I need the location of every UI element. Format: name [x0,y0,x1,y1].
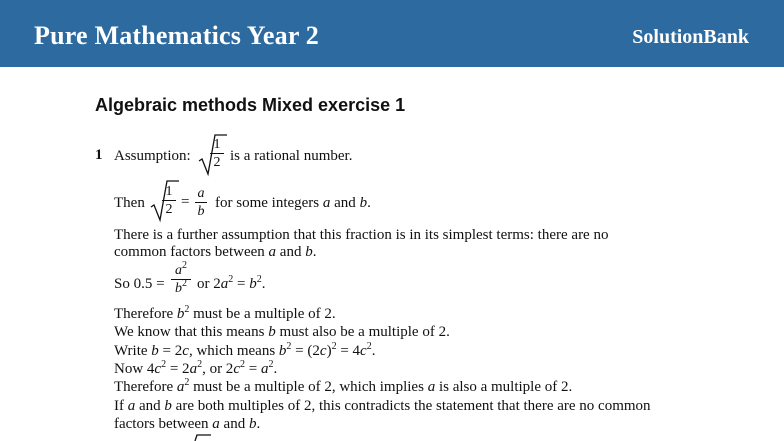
so-text: or $2a^2 = b^2$. [197,274,266,292]
assumption-text: is a rational number. [230,148,353,164]
fraction-denominator: $b^2$ [175,278,187,296]
fraction-numerator: $a^2$ [175,260,187,278]
then-label: Then [114,195,145,211]
fraction-one-half [162,184,176,217]
fraction-a2-over-b2 [171,260,191,296]
so-label: So 0.5 = [114,276,165,292]
fraction-numerator: 1 [213,137,221,152]
proof-line: Therefore $b^2$ must be a multiple of 2. [114,304,336,322]
brand-logo-text: SolutionBank [632,26,749,48]
proof-line: Therefore $a^2$ must be a multiple of 2, which implies a is also a multiple of 2. [114,377,573,395]
paragraph-line: There is a further assumption that this fraction is in its simplest terms: there are no [114,227,609,243]
fraction-denominator: b [197,204,205,219]
fraction-one-half [210,137,224,170]
proof-line: If a and b are both multiples of 2, this contradicts the statement that there are no common [114,398,651,414]
fraction-denominator: 2 [213,155,221,170]
then-text: for some integers a and b. [215,195,371,211]
fraction-a-over-b [195,186,207,219]
question-number: 1 [95,147,103,163]
fraction-numerator: 1 [165,184,173,199]
proof-line: Write b = 2c, which means $b^2 = (2c)^2 = 4c^2$. [114,341,376,359]
book-title: Pure Mathematics Year 2 [34,21,319,50]
fraction-denominator: 2 [165,202,173,217]
fraction-bar [171,279,191,280]
proof-line: Now $4c^2 = 2a^2$, or $2c^2 = a^2$. [114,359,278,377]
section-title: Algebraic methods Mixed exercise 1 [95,95,406,115]
fraction-bar [210,153,224,154]
header-banner [0,0,784,67]
assumption-label: Assumption: [114,148,191,164]
fraction-numerator: a [197,186,205,201]
proof-line: We know that this means b must also be a multiple of 2. [114,324,450,340]
proof-line: factors between a and b. [114,416,261,432]
fraction-bar [162,200,176,201]
equals-sign: = [181,194,190,210]
paragraph-line: common factors between a and b. [114,244,317,260]
fraction-bar [195,202,207,203]
